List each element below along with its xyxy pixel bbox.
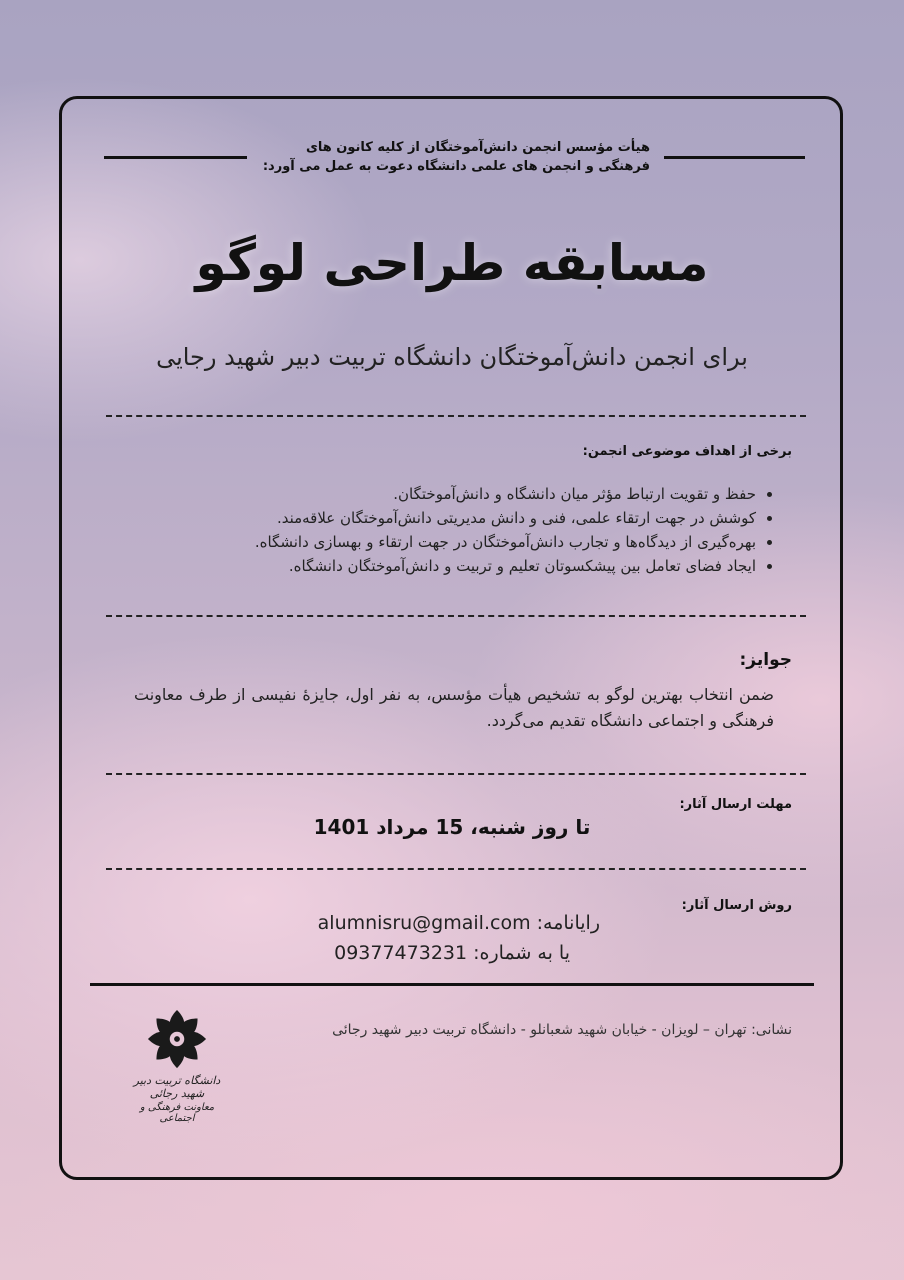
submission-heading: روش ارسال آثار: [681, 898, 792, 913]
deadline-heading: مهلت ارسال آثار: [679, 797, 792, 812]
intro-line-2: فرهنگی و انجمن های علمی دانشگاه دعوت به عمل می آورد: [262, 159, 650, 174]
logo-university-name: دانشگاه تربیت دبیر شهید رجائی [133, 1074, 221, 1100]
goal-item: • ایجاد فضای تعامل بین پیشکسوتان تعلیم و تربیت و دانش‌آموختگان دانشگاه. [116, 554, 756, 578]
university-logo [122, 1008, 232, 1128]
intro-line-1: هیأت مؤسس انجمن دانش‌آموختگان از کلیه کانون های [305, 140, 650, 155]
phone-line [334, 942, 570, 964]
email-address[interactable]: alumnisru@gmail.com [317, 912, 531, 934]
goal-item: • حفظ و تقویت ارتباط مؤثر میان دانشگاه و دانش‌آموختگان. [116, 482, 756, 506]
divider-1 [106, 415, 806, 417]
deadline-value: تا روز شنبه، 15 مرداد 1401 [313, 815, 591, 839]
subtitle: برای انجمن دانش‌آموختگان دانشگاه تربیت دبیر شهید رجایی [156, 343, 748, 371]
main-title: مسابقه طراحی لوگو [195, 234, 709, 292]
goal-item: • بهره‌گیری از دیدگاه‌ها و تجارب دانش‌آموختگان در جهت ارتقاء و بهسازی دانشگاه. [116, 530, 756, 554]
phone-label: یا به شماره: [473, 942, 570, 964]
intro-rule-right [664, 156, 805, 159]
prizes-heading: جوایز: [739, 650, 792, 670]
prizes-text: ضمن انتخاب بهترین لوگو به تشخیص هیأت مؤسس، به نفر اول، جایزۀ نفیسی از طرف معاونت فرهنگی و اجتماعی دانشگاه تقدیم می‌گردد. [134, 685, 774, 730]
goal-item: • کوشش در جهت ارتقاء علمی، فنی و دانش مدیریتی دانش‌آموختگان علاقه‌مند. [116, 506, 756, 530]
goals-list [116, 482, 774, 578]
intro-rule-left [104, 156, 247, 159]
address-text: نشانی: تهران – لویزان - خیابان شهید شعبانلو - دانشگاه تربیت دبیر شهید رجائی [332, 1022, 792, 1038]
footer-rule [90, 983, 814, 986]
goals-heading: برخی از اهداف موضوعی انجمن: [582, 444, 792, 459]
divider-4 [106, 868, 806, 870]
university-emblem-icon [146, 1008, 208, 1070]
divider-3 [106, 773, 806, 775]
phone-number[interactable]: 09377473231 [334, 942, 468, 964]
intro-text [230, 138, 650, 176]
email-line [318, 912, 600, 934]
divider-2 [106, 615, 806, 617]
email-label: رایانامه: [536, 912, 600, 934]
logo-department-name: معاونت فرهنگی و اجتماعی [139, 1102, 215, 1124]
